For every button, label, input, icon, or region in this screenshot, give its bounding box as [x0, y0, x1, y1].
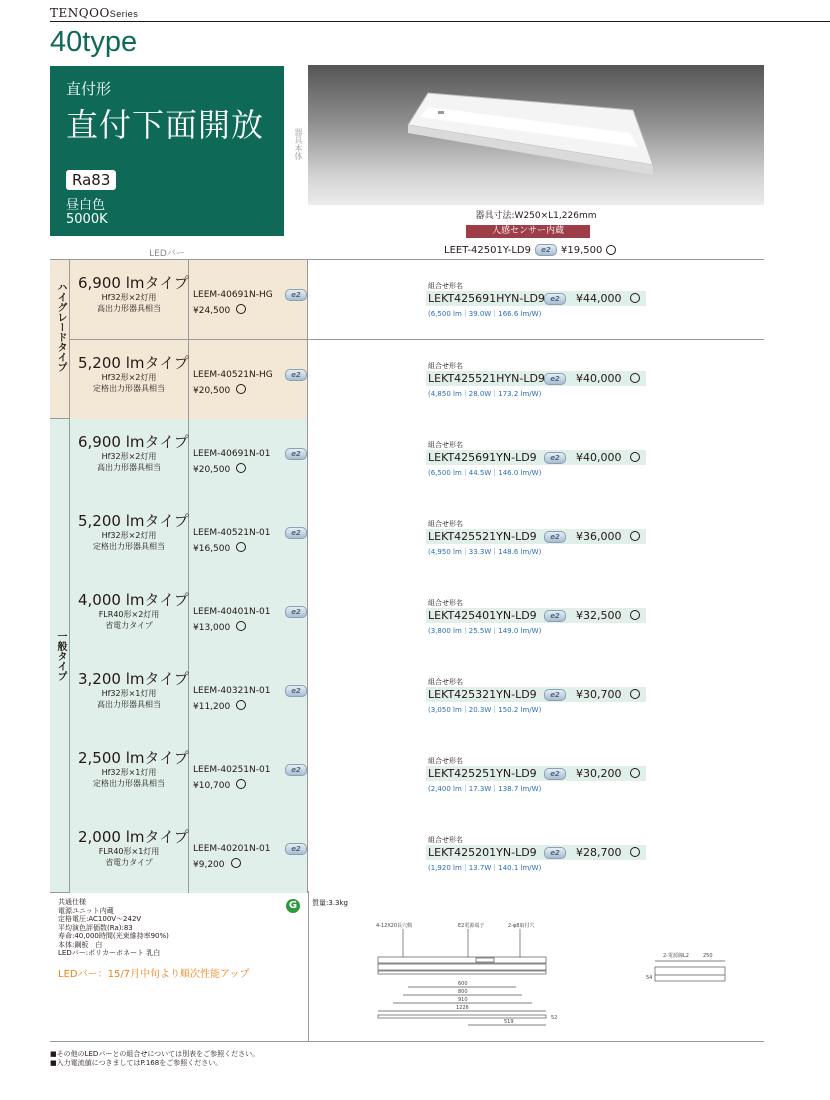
row-note: 省電力タイプ [105, 858, 153, 867]
table-row [70, 419, 764, 499]
fixture-body-label: 器具本体 [294, 128, 303, 160]
circle-mark-icon [630, 610, 640, 620]
combo-model: LEKT425691HYN-LD9 [428, 292, 545, 305]
lumen-type: 3,200 lmタイプ [78, 670, 189, 688]
common-specs [58, 898, 169, 958]
circle-mark-icon [630, 768, 640, 778]
product-table [50, 259, 764, 893]
lumen-type: 6,900 lmタイプ [78, 274, 189, 292]
combo-model: LEKT425691YN-LD9 [428, 451, 537, 464]
bar-price: ¥11,200 [193, 702, 231, 712]
sensor-badge: 人感センサー内蔵 [466, 225, 590, 238]
spec-line: 平均演色評価数(Ra):83 [58, 923, 133, 932]
category-general-label: 一般タイプ [55, 631, 66, 681]
row-note: FLR40形×1灯用 [98, 847, 160, 856]
product-title: 直付下面開放 [66, 106, 265, 144]
e2-icon: e2 [285, 369, 307, 381]
bar-model: LEEM-40521N-HG [193, 370, 273, 380]
combo-label: 組合せ形名 [428, 599, 463, 607]
combo-price: ¥40,000 [576, 372, 622, 385]
fixture-model: LEET-42501Y-LD9 [444, 244, 531, 256]
color-name: 昼白色 [66, 198, 106, 213]
row-note: 高出力形器具相当 [97, 463, 161, 472]
drawing-label: 800 [458, 989, 468, 995]
table-row [70, 577, 764, 657]
row-note: Hf32形×2灯用 [101, 452, 157, 461]
combo-label: 組合せ形名 [428, 362, 463, 370]
e2-icon: e2 [544, 373, 566, 385]
row-note: Hf32形×1灯用 [101, 689, 157, 698]
combo-label: 組合せ形名 [428, 282, 463, 290]
circle-mark-icon [236, 621, 246, 631]
combo-spec: (1,920 lm｜13.7W｜140.1 lm/W) [428, 864, 542, 872]
bar-model: LEEM-40201N-01 [193, 844, 271, 854]
circle-mark-icon [236, 304, 246, 314]
bar-model: LEEM-40251N-01 [193, 765, 271, 775]
bar-model: LEEM-40521N-01 [193, 528, 271, 538]
e2-icon: e2 [544, 452, 566, 464]
e2-icon: e2 [544, 610, 566, 622]
combo-spec: (3,050 lm｜20.3W｜150.2 lm/W) [428, 706, 542, 714]
spec-line: 本体:鋼板 白 [58, 940, 103, 949]
row-note: 高出力形器具相当 [97, 304, 161, 313]
spec-heading: 共通仕様 [58, 898, 86, 906]
row-note: Hf32形×2灯用 [101, 293, 157, 302]
combo-model: LEKT425521HYN-LD9 [428, 372, 545, 385]
drawing-label: 1226 [456, 1005, 469, 1011]
circle-mark-icon [630, 689, 640, 699]
e2-icon: e2 [544, 531, 566, 543]
footnote: ■その他のLEDバーとの組合せについては別表をご参照ください。 [50, 1050, 260, 1058]
e2-icon: e2 [544, 689, 566, 701]
drawing-label: 519 [504, 1019, 514, 1025]
fixture-illustration [308, 65, 764, 205]
lumen-type: 5,200 lmタイプ [78, 354, 189, 372]
bar-model: LEEM-40691N-HG [193, 290, 273, 300]
combo-label: 組合せ形名 [428, 520, 463, 528]
e2-icon: e2 [535, 244, 557, 256]
fixture-model-line [444, 244, 616, 256]
circle-mark-icon [236, 384, 246, 394]
category-general [50, 419, 70, 892]
e2-icon: e2 [544, 293, 566, 305]
category-high-grade-label: ハイグレードタイプ [55, 282, 66, 372]
fixture-photo [308, 65, 764, 205]
combo-spec: (4,950 lm｜33.3W｜148.6 lm/W) [428, 548, 542, 556]
footnotes [50, 1050, 259, 1068]
table-row [70, 656, 764, 736]
footnote: ■入力電流値につきましてはP.168をご参照ください。 [50, 1059, 223, 1067]
drawing-label: 54 [646, 975, 653, 981]
row-note: 定格出力形器具相当 [93, 542, 165, 551]
header-rule [50, 21, 830, 22]
combo-label: 組合せ形名 [428, 757, 463, 765]
led-bar-label: LEDバー [149, 249, 185, 259]
circle-mark-icon [606, 245, 616, 255]
combo-price: ¥30,700 [576, 688, 622, 701]
circle-mark-icon [236, 463, 246, 473]
e2-icon: e2 [544, 768, 566, 780]
row-note: 高出力形器具相当 [97, 700, 161, 709]
combo-price: ¥44,000 [576, 292, 622, 305]
row-note: 定格出力形器具相当 [93, 779, 165, 788]
bar-price: ¥16,500 [193, 544, 231, 554]
circle-mark-icon [630, 293, 640, 303]
combo-spec: (6,500 lm｜44.5W｜146.0 lm/W) [428, 469, 542, 477]
table-row [70, 735, 764, 815]
circle-mark-icon [236, 700, 246, 710]
e2-icon: e2 [285, 527, 307, 539]
e2-icon: e2 [285, 843, 307, 855]
bar-price: ¥9,200 [193, 860, 225, 870]
combo-label: 組合せ形名 [428, 441, 463, 449]
combo-label: 組合せ形名 [428, 678, 463, 686]
bar-price: ¥10,700 [193, 781, 231, 791]
row-note: 省電力タイプ [105, 621, 153, 630]
combo-spec: (2,400 lm｜17.3W｜138.7 lm/W) [428, 785, 542, 793]
dimension-drawing [308, 909, 758, 1039]
e2-icon: e2 [285, 764, 307, 776]
bar-model: LEEM-40401N-01 [193, 607, 271, 617]
circle-mark-icon [630, 847, 640, 857]
drawing-label: 52 [551, 1015, 558, 1021]
circle-mark-icon [236, 542, 246, 552]
circle-mark-icon [231, 858, 241, 868]
drawing-label: 4-12X20長穴側 [376, 923, 413, 929]
performance-note: LEDバー：15/7月中旬より順次性能アップ [58, 969, 250, 980]
row-note: Hf32形×2灯用 [101, 373, 157, 382]
e2-icon: e2 [285, 448, 307, 460]
combo-spec: (3,800 lm｜25.5W｜149.0 lm/W) [428, 627, 542, 635]
lumen-type: 2,500 lmタイプ [78, 749, 189, 767]
spec-line: 寿命:40,000時間(光束維持率90%) [58, 932, 169, 940]
e2-icon: e2 [285, 606, 307, 618]
spec-line: LEDバー:ポリカーボネート 乳白 [58, 949, 161, 957]
circle-mark-icon [236, 779, 246, 789]
circle-mark-icon [630, 373, 640, 383]
table-row [70, 814, 764, 892]
product-title-box [50, 66, 284, 236]
combo-price: ¥28,700 [576, 846, 622, 859]
combo-price: ¥32,500 [576, 609, 622, 622]
row-note: Hf32形×1灯用 [101, 768, 157, 777]
drawing-label: 2-φ8取付穴 [508, 923, 535, 929]
combo-model: LEKT425321YN-LD9 [428, 688, 537, 701]
combo-model: LEKT425201YN-LD9 [428, 846, 537, 859]
fixture-price: ¥19,500 [560, 244, 603, 256]
circle-mark-icon [630, 452, 640, 462]
series-label: TENQOOSeries [50, 6, 139, 20]
spec-line: 電源ユニット内蔵 [58, 906, 114, 915]
circle-mark-icon [630, 531, 640, 541]
combo-label: 組合せ形名 [428, 836, 463, 844]
combo-price: ¥36,000 [576, 530, 622, 543]
lumen-type: 6,900 lmタイプ [78, 433, 189, 451]
drawing-label: E2電源端子 [458, 923, 485, 929]
table-row [70, 340, 764, 420]
combo-price: ¥40,000 [576, 451, 622, 464]
combo-spec: (6,500 lm｜39.0W｜166.6 lm/W) [428, 310, 542, 318]
bar-price: ¥13,000 [193, 623, 231, 633]
fixture-dimensions: 器具寸法:W250×L1,226mm [475, 211, 597, 221]
combo-model: LEKT425521YN-LD9 [428, 530, 537, 543]
table-row [70, 260, 764, 340]
spec-line: 定格電圧:AC100V～242V [58, 915, 142, 923]
drawing-label: 2-電源線L2 [663, 953, 689, 959]
bar-price: ¥20,500 [193, 386, 231, 396]
page-title: 40type [50, 26, 138, 58]
table-row [70, 498, 764, 578]
bar-model: LEEM-40691N-01 [193, 449, 271, 459]
row-note: 定格出力形器具相当 [93, 384, 165, 393]
color-temperature: 5000K [66, 212, 108, 227]
combo-spec: (4,850 lm｜28.0W｜173.2 lm/W) [428, 390, 542, 398]
lumen-type: 4,000 lmタイプ [78, 591, 189, 609]
product-subtitle: 直付形 [66, 80, 112, 98]
drawing-label: 600 [458, 981, 468, 987]
bar-model: LEEM-40321N-01 [193, 686, 271, 696]
drawing-label: 250 [703, 953, 713, 959]
lumen-type: 2,000 lmタイプ [78, 828, 189, 846]
spec-and-drawing-section [50, 891, 764, 1042]
category-high-grade [50, 260, 70, 419]
row-note: FLR40形×2灯用 [98, 610, 160, 619]
bar-price: ¥24,500 [193, 306, 231, 316]
e2-icon: e2 [544, 847, 566, 859]
combo-price: ¥30,200 [576, 767, 622, 780]
row-note: Hf32形×2灯用 [101, 531, 157, 540]
e2-icon: e2 [285, 289, 307, 301]
weight: 質量:3.3kg [312, 899, 348, 907]
lumen-type: 5,200 lmタイプ [78, 512, 189, 530]
drawing-label: 910 [458, 997, 468, 1003]
green-mark-icon: G [286, 899, 300, 913]
bar-price: ¥20,500 [193, 465, 231, 475]
combo-model: LEKT425251YN-LD9 [428, 767, 537, 780]
ra-badge: Ra83 [66, 170, 116, 190]
e2-icon: e2 [285, 685, 307, 697]
combo-model: LEKT425401YN-LD9 [428, 609, 537, 622]
